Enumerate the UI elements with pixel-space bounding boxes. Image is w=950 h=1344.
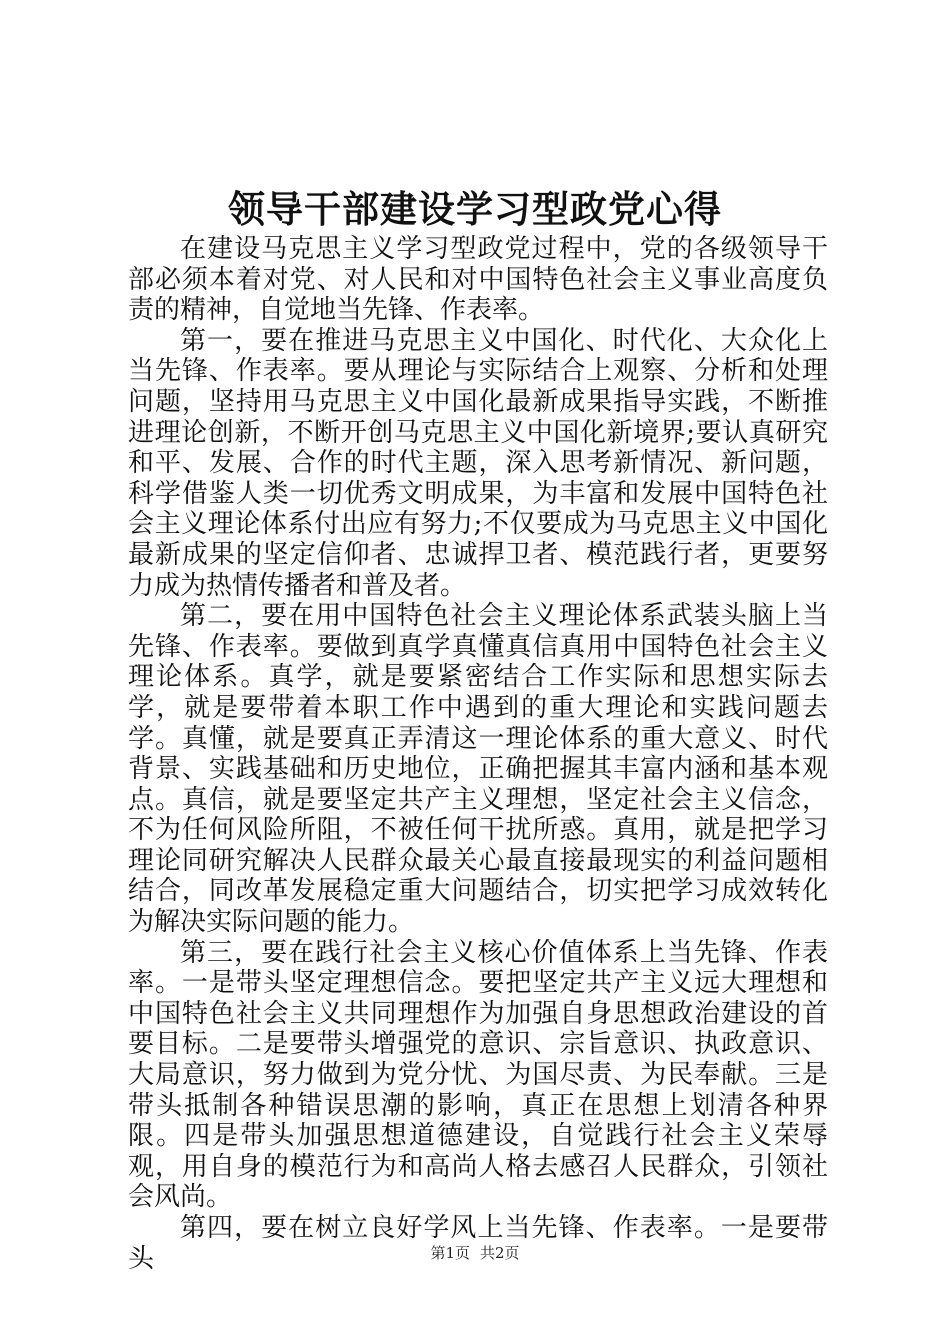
paragraph-intro: 在建设马克思主义学习型政党过程中，党的各级领导干部必须本着对党、对人民和对中国特色社会主义事业高度负责的精神，自觉地当先锋、作表率。 [128, 234, 828, 326]
page-footer [0, 1243, 950, 1263]
paragraph-fourth-point: 第四，要在树立良好学风上当先锋、作表率。一是要带头 [128, 1213, 828, 1274]
document-body [128, 234, 828, 1274]
paragraph-third-point: 第三，要在践行社会主义核心价值体系上当先锋、作表率。一是带头坚定理想信念。要把坚定共产主义远大理想和中国特色社会主义共同理想作为加强自身思想政治建设的首要目标。二是要带头增强党的意识、宗旨意识、执政意识、大局意识，努力做到为党分忧、为国尽责、为民奉献。三是带头抵制各种错误思潮的影响，真正在思想上划清各种界限。四是带头加强思想道德建设，自觉践行社会主义荣辱观，用自身的模范行为和高尚人格去感召人民群众，引领社会风尚。 [128, 937, 828, 1213]
paragraph-first-point: 第一，要在推进马克思主义中国化、时代化、大众化上当先锋、作表率。要从理论与实际结合上观察、分析和处理问题，坚持用马克思主义中国化最新成果指导实践，不断推进理论创新，不断开创马克思主义中国化新境界;要认真研究和平、发展、合作的时代主题，深入思考新情况、新问题，科学借鉴人类一切优秀文明成果，为丰富和发展中国特色社会主义理论体系付出应有努力;不仅要成为马克思主义中国化最新成果的坚定信仰者、忠诚捍卫者、模范践行者，更要努力成为热情传播者和普及者。 [128, 325, 828, 601]
page-number-total: 共2页 [480, 1244, 520, 1262]
paragraph-second-point: 第二，要在用中国特色社会主义理论体系武装头脑上当先锋、作表率。要做到真学真懂真信真用中国特色社会主义理论体系。真学，就是要紧密结合工作实际和思想实际去学，就是要带着本职工作中遇到的重大理论和实践问题去学。真懂，就是要真正弄清这一理论体系的重大意义、时代背景、实践基础和历史地位，正确把握其丰富内涵和基本观点。真信，就是要坚定共产主义理想，坚定社会主义信念，不为任何风险所阻，不被任何干扰所惑。真用，就是把学习理论同研究解决人民群众最关心最直接最现实的利益问题相结合，同改革发展稳定重大问题结合，切实把学习成效转化为解决实际问题的能力。 [128, 601, 828, 938]
page-number-current: 第1页 [430, 1244, 470, 1262]
document-title: 领导干部建设学习型政党心得 [228, 187, 722, 231]
